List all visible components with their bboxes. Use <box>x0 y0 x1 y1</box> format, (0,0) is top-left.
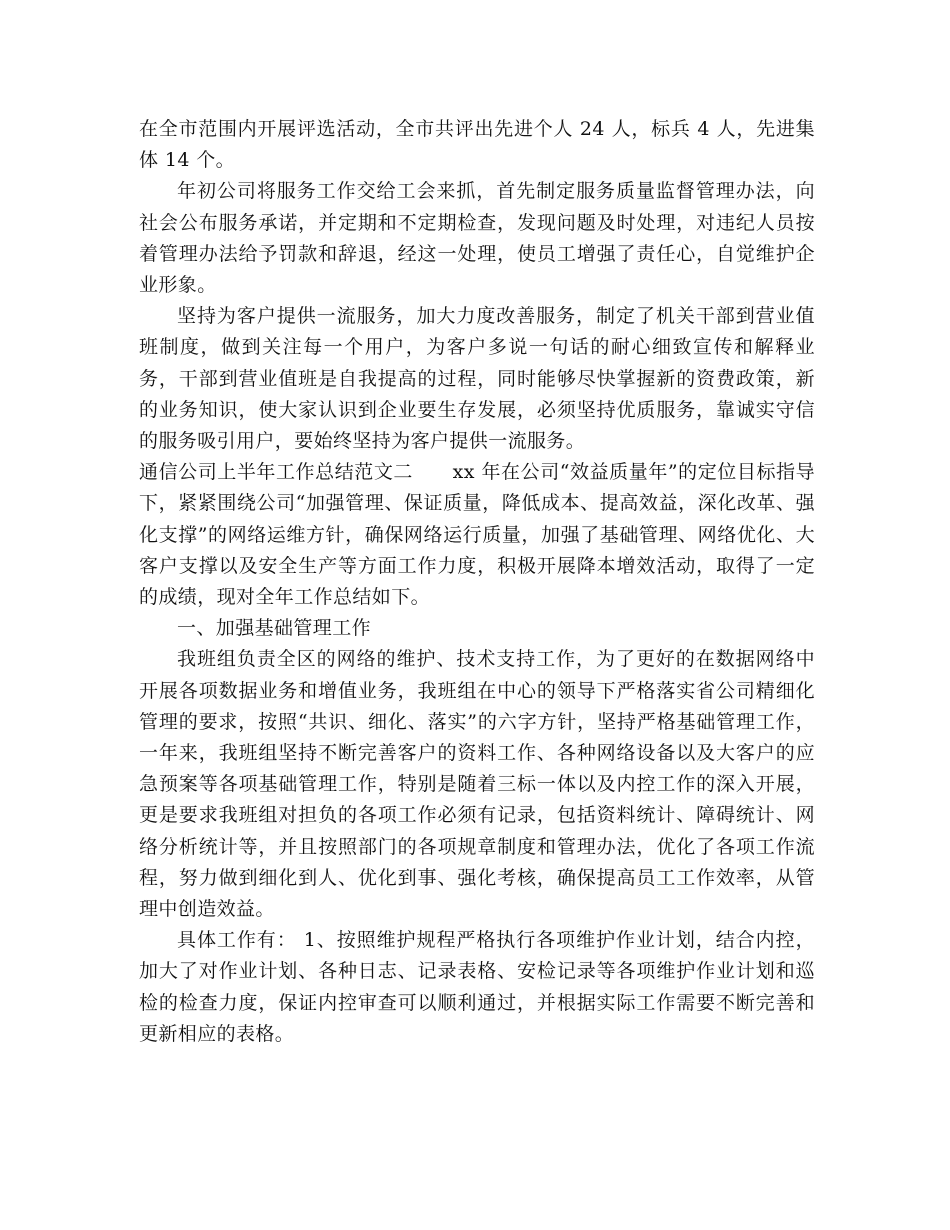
paragraph-7: 具体工作有： 1、按照维护规程严格执行各项维护作业计划，结合内控，加大了对作业计划、各种日志、记录表格、安检记录等各项维护作业计划和巡检的检查力度，保证内控审查可以顺利通过，并根据实际工作需要不断完善和更新相应的表格。 <box>139 929 815 1045</box>
paragraph-1: 在全市范围内开展评选活动，全市共评出先进个人 24 人，标兵 4 人，先进集体 14 个。 <box>139 118 815 172</box>
paragraph-3: 坚持为客户提供一流服务，加大力度改善服务，制定了机关干部到营业值班制度，做到关注每一个用户，为客户多说一句话的耐心细致宣传和解释业务，干部到营业值班是自我提高的过程，同时能够尽快掌握新的资费政策，新的业务知识，使大家认识到企业要生存发展，必须坚持优质服务，靠诚实守信的服务吸引用户，要始终坚持为客户提供一流服务。 <box>139 305 815 453</box>
paragraph-4 <box>139 457 815 613</box>
document-page <box>139 114 815 1050</box>
paragraph-4-body: xx 年在公司“效益质量年”的定位目标指导下，紧紧围绕公司“加强管理、保证质量，降低成本、提高效益，深化改革、强化支撑”的网络运维方针，确保网络运行质量，加强了基础管理、网络优化、大客户支撑以及安全生产等方面工作力度，积极开展降本增效活动，取得了一定的成绩，现对全年工作总结如下。 <box>139 461 815 609</box>
section-heading-1: 一、加强基础管理工作 <box>177 617 372 640</box>
section-title: 通信公司上半年工作总结范文二 <box>139 461 413 484</box>
paragraph-6: 我班组负责全区的网络的维护、技术支持工作，为了更好的在数据网络中开展各项数据业务和增值业务，我班组在中心的领导下严格落实省公司精细化管理的要求，按照“共识、细化、落实”的六字方针，坚持严格基础管理工作，一年来，我班组坚持不断完善客户的资料工作、各种网络设备以及大客户的应急预案等各项基础管理工作，特别是随着三标一体以及内控工作的深入开展，更是要求我班组对担负的各项工作必须有记录，包括资料统计、障碍统计、网络分析统计等，并且按照部门的各项规章制度和管理办法，优化了各项工作流程，努力做到细化到人、优化到事、强化考核，确保提高员工工作效率，从管理中创造效益。 <box>139 648 815 921</box>
paragraph-2: 年初公司将服务工作交给工会来抓，首先制定服务质量监督管理办法，向社会公布服务承诺，并定期和不定期检查，发现问题及时处理，对违纪人员按着管理办法给予罚款和辞退，经这一处理，使员工增强了责任心，自觉维护企业形象。 <box>139 180 815 297</box>
title-gap <box>413 461 453 483</box>
